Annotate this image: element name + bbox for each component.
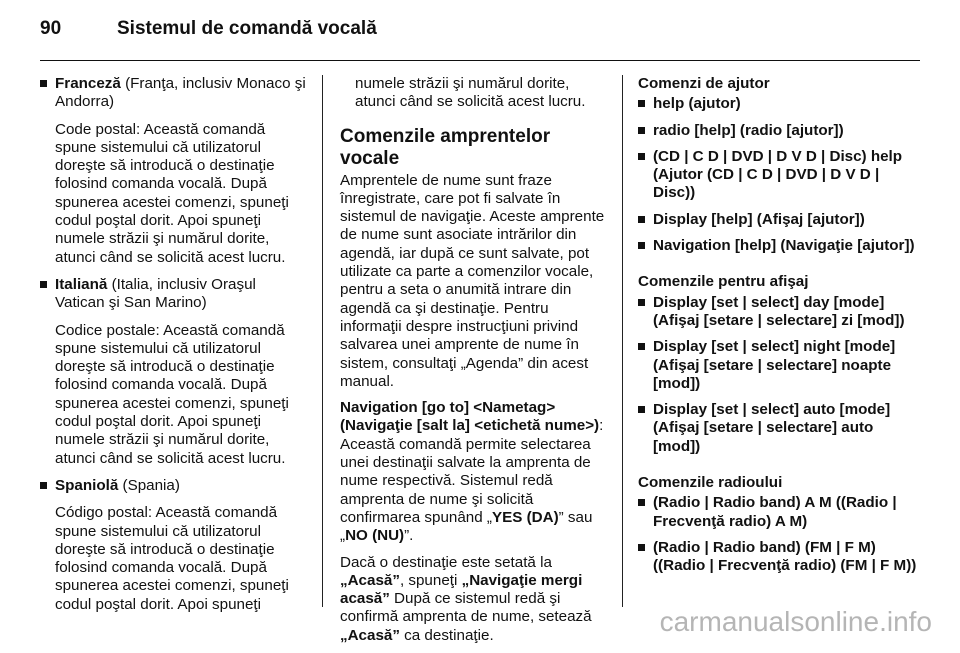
country-name: Spaniolă bbox=[55, 476, 119, 494]
list-item: (CD | C D | DVD | D V D | Disc) help (Ajutor (CD | C D | DVD | D V D | Disc)) bbox=[638, 148, 918, 203]
column-left bbox=[40, 75, 308, 623]
intro-paragraph: Amprentele de nume sunt fraze înregistrate, care pot fi salvate în sistemul de navigaţie. Aceste amprente de nume sunt asociate intrărilor din agendă, iar după ce sunt salvate, pot utilizate ca parte a comenzilor vocale, pentru a seta o anumită intrare din agendă ca şi destinaţie. Pentru informaţii despre instrucţiuni privind salvarea unei amprente de nume în sistem, consultaţi „Agenda” din acest manual. bbox=[340, 171, 605, 390]
command-group-radio bbox=[638, 474, 918, 575]
column-divider-2 bbox=[622, 75, 623, 607]
or-text: ” sau „ bbox=[340, 508, 593, 545]
group-title: Comenzile pentru afişaj bbox=[638, 273, 809, 291]
home-paragraph bbox=[340, 554, 608, 645]
header-rule bbox=[40, 60, 920, 61]
home-term: „Acasă” bbox=[340, 571, 400, 589]
colon: : bbox=[599, 417, 604, 435]
list-item: Display [set | select] night [mode] (Afişaj [setare | selectare] noapte [mod]) bbox=[638, 338, 918, 393]
text-part: După ce sistemul redă şi confirmă amprenta de nume, setează bbox=[340, 590, 592, 626]
list-item bbox=[40, 477, 308, 495]
list-item bbox=[40, 75, 308, 112]
list-item: (Radio | Radio band) A M ((Radio | Frecvenţă radio) A M) bbox=[638, 494, 918, 531]
item-description: Code postal: Această comandă spune sistemului că utilizatorul doreşte să introducă o destinaţie folosind comanda vocală. După spunerea acestei comenzi, spuneţi codul poştal dorit. Apoi spuneţi numele străzii şi numărul dorite, atunci când se solicită acest lucru. bbox=[55, 120, 289, 266]
no-option: NO (NU) bbox=[345, 527, 405, 545]
country-region: (Spania) bbox=[118, 476, 180, 494]
country-region: (Italia, inclusiv Oraşul Vatican şi San Marino) bbox=[55, 275, 256, 312]
list-item: Display [set | select] day [mode] (Afişaj [setare | selectare] zi [mod]) bbox=[638, 294, 918, 331]
text-part: , spuneţi bbox=[399, 571, 462, 589]
country-region: (Franţa, inclusiv Monaco şi Andorra) bbox=[55, 75, 306, 111]
section-heading: Comenzile amprentelor vocale bbox=[340, 125, 551, 169]
list-item: Display [set | select] auto [mode] (Afişaj [setare | selectare] auto [mod]) bbox=[638, 401, 918, 456]
list-item bbox=[40, 276, 308, 313]
list-item: help (ajutor) bbox=[638, 95, 918, 113]
text-part: Dacă o destinaţie este setată la bbox=[340, 553, 552, 571]
navigate-home-command: „Navigaţie mergi acasă” bbox=[340, 571, 583, 608]
command-desc: Această comandă permite selectarea unei destinaţii salvate la amprenta de nume respectivă. Sistemul redă amprenta de nume şi solicită confirmarea spunând „ bbox=[340, 435, 591, 526]
page-title: Sistemul de comandă vocală bbox=[117, 18, 377, 39]
page-number: 90 bbox=[40, 18, 62, 39]
group-title: Comenzile radioului bbox=[638, 474, 783, 492]
command-paragraph bbox=[340, 399, 608, 545]
list-item: (Radio | Radio band) (FM | F M) ((Radio | Frecvenţă radio) (FM | F M)) bbox=[638, 539, 918, 576]
list-item: Display [help] (Afişaj [ajutor]) bbox=[638, 211, 918, 229]
country-name: Franceză bbox=[55, 75, 121, 92]
item-description: Codice postale: Această comandă spune sistemului că utilizatorul doreşte să introducă o destinaţie folosind comanda vocală. După spunerea acestei comenzi, spuneţi codul poştal dorit. Apoi spuneţi numele străzii şi numărul dorite, atunci când se solicită acest lucru. bbox=[55, 321, 289, 467]
country-name: Italiană bbox=[55, 275, 108, 293]
command-group-display bbox=[638, 273, 918, 456]
list-item: radio [help] (radio [ajutor]) bbox=[638, 122, 918, 140]
home-term: „Acasă” bbox=[340, 626, 400, 644]
command-group-help bbox=[638, 75, 918, 255]
list-item: Navigation [help] (Navigaţie [ajutor]) bbox=[638, 237, 918, 255]
column-divider-1 bbox=[322, 75, 323, 607]
column-middle bbox=[340, 75, 608, 653]
continuation-text: numele străzii şi numărul dorite, atunci când se solicită acest lucru. bbox=[355, 75, 586, 111]
column-right bbox=[638, 75, 918, 594]
end-text: ”. bbox=[404, 527, 414, 545]
text-part: ca destinaţie. bbox=[399, 626, 494, 644]
item-description: Código postal: Această comandă spune sistemului că utilizatorul doreşte să introducă o destinaţie folosind comanda vocală. După spunerea acestei comenzi, spuneţi codul poştal dorit. Apoi spuneţi bbox=[55, 504, 289, 613]
group-title: Comenzi de ajutor bbox=[638, 75, 770, 92]
yes-option: YES (DA) bbox=[491, 508, 559, 526]
command-name: Navigation [go to] <Nametag> (Navigaţie [salt la] <etichetă nume>) bbox=[340, 399, 600, 435]
page-header bbox=[40, 18, 920, 58]
watermark: carmanualsonline.info bbox=[659, 606, 932, 637]
